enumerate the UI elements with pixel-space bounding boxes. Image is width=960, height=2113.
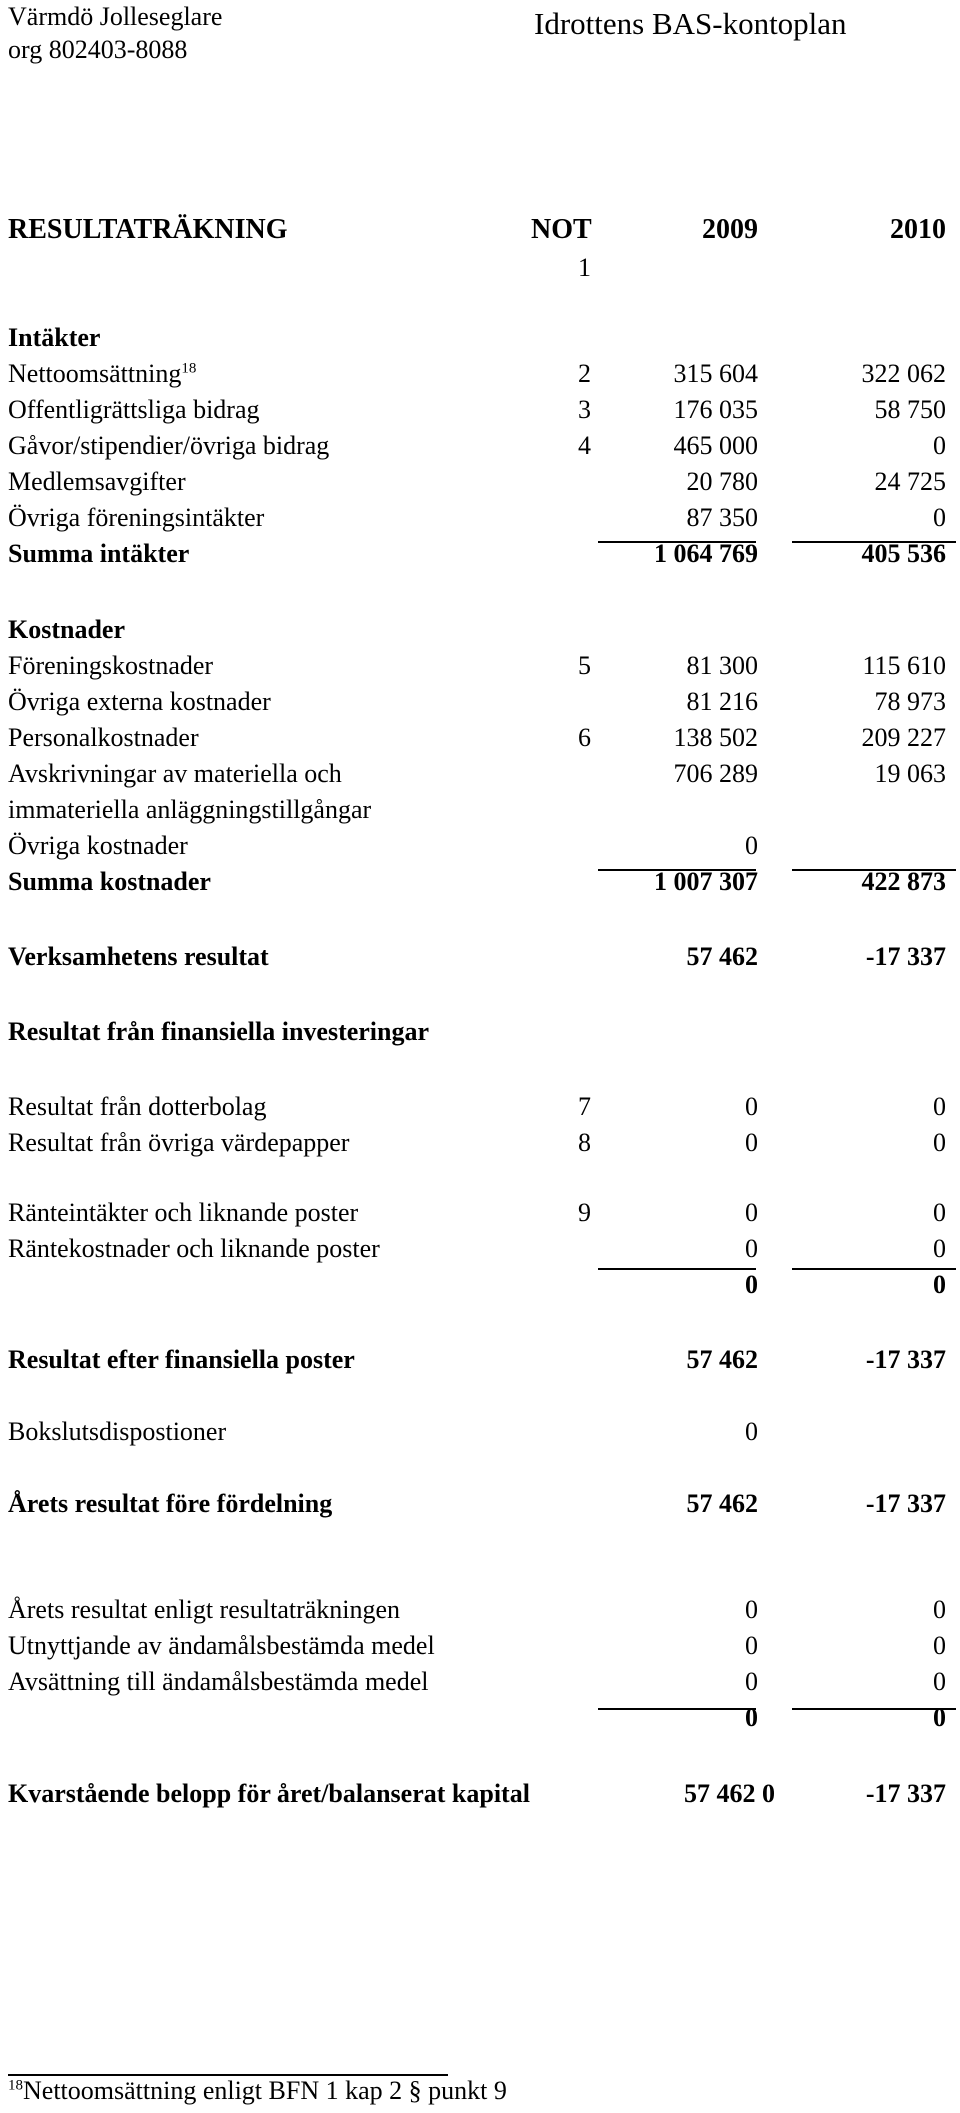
row-label-text: immateriella anläggningstillgångar bbox=[8, 795, 372, 824]
value-2010: 209 227 bbox=[861, 723, 946, 752]
row-label-text: Resultat från dotterbolag bbox=[8, 1092, 267, 1121]
value-2009: 57 462 bbox=[686, 1345, 758, 1374]
row-label bbox=[8, 1200, 358, 1226]
row-label bbox=[8, 833, 188, 859]
value-2010: 0 bbox=[933, 1667, 946, 1696]
row-label bbox=[8, 325, 100, 351]
value-2009: 20 780 bbox=[686, 467, 758, 496]
value-2010: 78 973 bbox=[874, 687, 946, 716]
row-label-text: Årets resultat enligt resultaträkningen bbox=[8, 1595, 401, 1624]
note-column-header: NOT bbox=[531, 214, 592, 245]
row-label-text: Övriga föreningsintäkter bbox=[8, 503, 265, 532]
row-label bbox=[8, 505, 264, 531]
row-label-text: Utnyttjande av ändamålsbestämda medel bbox=[8, 1631, 435, 1660]
row-label bbox=[8, 1419, 226, 1445]
row-label bbox=[8, 797, 371, 823]
value-2009: 0 bbox=[745, 1703, 758, 1732]
row-note: 7 bbox=[578, 1092, 591, 1121]
row-label bbox=[8, 1669, 428, 1695]
row-note: 2 bbox=[578, 359, 591, 388]
row-note: 8 bbox=[578, 1128, 591, 1157]
footnote bbox=[8, 2078, 507, 2104]
value-2010: 322 062 bbox=[861, 359, 946, 388]
value-2010: -17 337 bbox=[865, 1345, 946, 1374]
value-2009: 81 300 bbox=[686, 651, 758, 680]
value-2010: 0 bbox=[933, 1198, 946, 1227]
value-2009: 176 035 bbox=[673, 395, 758, 424]
footnote-text: Nettoomsättning enligt BFN 1 kap 2 § punkt 9 bbox=[23, 2076, 507, 2105]
value-2010: 405 536 bbox=[861, 539, 946, 568]
row-label-text: Avskrivningar av materiella och bbox=[8, 759, 342, 788]
value-2009: 465 000 bbox=[673, 431, 758, 460]
value-2010: 0 bbox=[933, 1270, 946, 1299]
row-label bbox=[8, 433, 329, 459]
footnote-marker: 18 bbox=[8, 2077, 23, 2094]
row-label-text: Resultat från övriga värdepapper bbox=[8, 1128, 350, 1157]
value-2009: 0 bbox=[745, 1270, 758, 1299]
row-label bbox=[8, 617, 125, 643]
row-label bbox=[8, 725, 199, 751]
sum-rule bbox=[792, 1708, 956, 1710]
value-2010: 19 063 bbox=[874, 759, 946, 788]
value-2010: 0 bbox=[933, 1595, 946, 1624]
row-label-text: Årets resultat före fördelning bbox=[8, 1489, 333, 1518]
row-label-text: Resultat från finansiella investeringar bbox=[8, 1017, 430, 1046]
row-label-text: Räntekostnader och liknande poster bbox=[8, 1234, 380, 1263]
value-2009: 0 bbox=[745, 1198, 758, 1227]
org-name: Värmdö Jolleseglare bbox=[8, 2, 223, 31]
row-label-text: Resultat efter finansiella poster bbox=[8, 1345, 355, 1374]
value-2009: 0 bbox=[745, 831, 758, 860]
value-2009: 0 bbox=[745, 1595, 758, 1624]
statement-title: RESULTATRÄKNING bbox=[8, 214, 288, 245]
row-label bbox=[8, 653, 213, 679]
value-2010: 24 725 bbox=[874, 467, 946, 496]
row-label bbox=[8, 1094, 266, 1120]
row-label-text: Nettoomsättning bbox=[8, 359, 182, 388]
value-2010: 115 610 bbox=[862, 651, 946, 680]
value-2009: 1 064 769 bbox=[654, 539, 758, 568]
document-title: Idrottens BAS-kontoplan bbox=[534, 6, 847, 41]
value-2009: 0 bbox=[745, 1128, 758, 1157]
row-label-text: Medlemsavgifter bbox=[8, 467, 186, 496]
value-2009: 138 502 bbox=[673, 723, 758, 752]
sum-rule bbox=[598, 1268, 756, 1270]
sum-rule bbox=[792, 869, 956, 871]
row-label bbox=[8, 1781, 530, 1807]
row-label-text: Personalkostnader bbox=[8, 723, 199, 752]
row-label bbox=[8, 869, 211, 895]
row-note: 6 bbox=[578, 723, 591, 752]
value-2009: 0 bbox=[745, 1092, 758, 1121]
value-2010: 0 bbox=[933, 1631, 946, 1660]
row-label-text: Summa kostnader bbox=[8, 867, 211, 896]
row-label-text: Kvarstående belopp för året/balanserat kapital bbox=[8, 1779, 530, 1808]
footnote-reference: 18 bbox=[181, 360, 197, 377]
value-2009: 87 350 bbox=[686, 503, 758, 532]
value-2009: 0 bbox=[745, 1631, 758, 1660]
row-label-text: Offentligrättsliga bidrag bbox=[8, 395, 260, 424]
row-note: 5 bbox=[578, 651, 591, 680]
value-2009: 57 462 bbox=[686, 1489, 758, 1518]
row-label bbox=[8, 1019, 429, 1045]
row-label bbox=[8, 1347, 355, 1373]
row-label bbox=[8, 1236, 380, 1262]
value-2009: 57 462 0 bbox=[684, 1779, 775, 1808]
value-2010: 422 873 bbox=[861, 867, 946, 896]
value-2009: 0 bbox=[745, 1417, 758, 1446]
sum-rule bbox=[598, 869, 756, 871]
row-label bbox=[8, 469, 186, 495]
row-label-text: Övriga kostnader bbox=[8, 831, 188, 860]
value-2009: 0 bbox=[745, 1234, 758, 1263]
value-2010: 0 bbox=[933, 1234, 946, 1263]
sum-rule bbox=[598, 541, 756, 543]
value-2009: 0 bbox=[745, 1667, 758, 1696]
value-2009: 81 216 bbox=[686, 687, 758, 716]
row-label-text: Summa intäkter bbox=[8, 539, 190, 568]
value-2010: -17 337 bbox=[865, 942, 946, 971]
year-2009-header: 2009 bbox=[702, 214, 758, 245]
row-label-text: Föreningskostnader bbox=[8, 651, 214, 680]
sum-rule bbox=[598, 1708, 756, 1710]
org-number: org 802403-8088 bbox=[8, 35, 188, 64]
note-column-subheader: 1 bbox=[578, 253, 591, 282]
row-label bbox=[8, 1491, 332, 1517]
value-2009: 57 462 bbox=[686, 942, 758, 971]
row-label bbox=[8, 944, 269, 970]
row-label-text: Verksamhetens resultat bbox=[8, 942, 269, 971]
value-2010: 0 bbox=[933, 503, 946, 532]
row-note: 3 bbox=[578, 395, 591, 424]
value-2010: 0 bbox=[933, 431, 946, 460]
row-label-text: Kostnader bbox=[8, 615, 125, 644]
row-label bbox=[8, 1597, 400, 1623]
value-2010: 58 750 bbox=[874, 395, 946, 424]
value-2009: 706 289 bbox=[673, 759, 758, 788]
sum-rule bbox=[792, 1268, 956, 1270]
row-label bbox=[8, 1633, 435, 1659]
row-label bbox=[8, 541, 189, 567]
row-label bbox=[8, 689, 271, 715]
row-label bbox=[8, 761, 342, 787]
row-label-text: Avsättning till ändamålsbestämda medel bbox=[8, 1667, 429, 1696]
row-label-text: Bokslutsdispostioner bbox=[8, 1417, 227, 1446]
year-2010-header: 2010 bbox=[890, 214, 946, 245]
row-label-text: Övriga externa kostnader bbox=[8, 687, 271, 716]
row-label bbox=[8, 361, 196, 387]
row-note: 9 bbox=[578, 1198, 591, 1227]
row-label-text: Ränteintäkter och liknande poster bbox=[8, 1198, 359, 1227]
value-2009: 1 007 307 bbox=[654, 867, 758, 896]
row-label-text: Gåvor/stipendier/övriga bidrag bbox=[8, 431, 330, 460]
value-2010: 0 bbox=[933, 1092, 946, 1121]
value-2010: -17 337 bbox=[865, 1489, 946, 1518]
value-2009: 315 604 bbox=[673, 359, 758, 388]
row-note: 4 bbox=[578, 431, 591, 460]
row-label bbox=[8, 397, 260, 423]
sum-rule bbox=[792, 541, 956, 543]
value-2010: -17 337 bbox=[865, 1779, 946, 1808]
value-2010: 0 bbox=[933, 1128, 946, 1157]
value-2010: 0 bbox=[933, 1703, 946, 1732]
row-label-text: Intäkter bbox=[8, 323, 101, 352]
row-label bbox=[8, 1130, 349, 1156]
